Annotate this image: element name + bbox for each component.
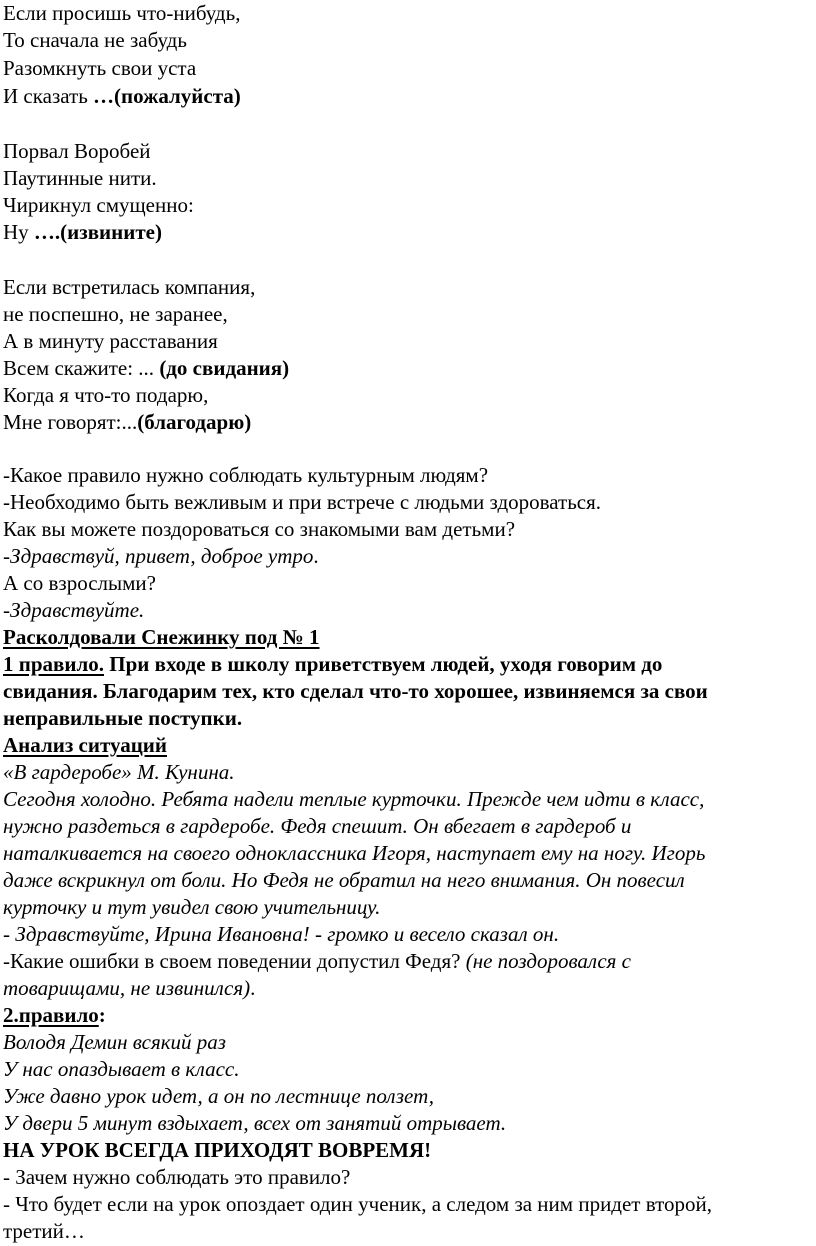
poem2-line2: Паутинные нити.: [3, 166, 157, 190]
poem1-line4: [3, 83, 241, 109]
poem3-answer2: (благодарю): [137, 410, 252, 434]
poem1-line1: Если просишь что-нибудь,: [3, 1, 241, 25]
rule2-question2-cont: третий…: [3, 1219, 85, 1243]
rule2-heading: [3, 1002, 106, 1028]
poem3-answer1: (до свидания): [159, 356, 290, 380]
poem3-line6-text: Мне говорят:...: [3, 410, 138, 434]
verse-line3: Уже давно урок идет, а он по лестнице ползет,: [3, 1084, 435, 1108]
poem2-line1: Порвал Воробей: [3, 139, 151, 163]
analysis-answer-part1: (не поздоровался с: [465, 949, 631, 973]
poem3-line5: Когда я что-то подарю,: [3, 383, 209, 407]
story-line5: курточку и тут увидел свою учительницу.: [3, 895, 381, 919]
poem2-line4: [3, 219, 162, 245]
analysis-question: [3, 948, 631, 974]
rule1-line1: [3, 651, 662, 677]
dialogue-question1: -Какое правило нужно соблюдать культурным людям?: [3, 463, 489, 487]
analysis-heading: Анализ ситуаций: [3, 733, 168, 757]
poem1-line3: Разомкнуть свои уста: [3, 56, 197, 80]
dialogue-answer3-dash: -: [3, 598, 10, 622]
poem2-answer: ….(извините): [33, 220, 162, 244]
rule1-line2: свидания. Благодарим тех, кто сделал что-то хорошее, извиняемся за свои: [3, 679, 708, 703]
rule2-label: 2.правило: [3, 1003, 99, 1027]
dialogue-answer1: -Необходимо быть вежливым и при встрече с людьми здороваться.: [3, 490, 602, 514]
rule1-line3: неправильные поступки.: [3, 706, 243, 730]
poem3-line1: Если встретилась компания,: [3, 275, 256, 299]
poem3-line2: не поспешно, не заранее,: [3, 302, 228, 326]
story-line1: Сегодня холодно. Ребята надели теплые курточки. Прежде чем идти в класс,: [3, 787, 705, 811]
dialogue-answer3-text: Здравствуйте.: [10, 598, 145, 622]
rule2-colon: :: [98, 1003, 106, 1027]
story-line6: - Здравствуйте, Ирина Ивановна! - громко и весело сказал он.: [3, 922, 560, 946]
dialogue-question3: А со взрослыми?: [3, 571, 156, 595]
verse-line2: У нас опаздывает в класс.: [3, 1057, 240, 1081]
dialogue-answer3: [3, 597, 144, 623]
dialogue-answer2-end: .: [313, 544, 319, 568]
story-line2: нужно раздеться в гардеробе. Федя спешит. Он вбегает в гардероб и: [3, 814, 632, 838]
story-line4: даже вскрикнул от боли. Но Федя не обратил на него внимания. Он повесил: [3, 868, 685, 892]
poem2-line3: Чирикнул смущенно:: [3, 193, 194, 217]
dialogue-answer2-text: Здравствуй, привет, доброе утро: [10, 544, 314, 568]
poem1-line2: То сначала не забудь: [3, 28, 187, 52]
analysis-question-text: -Какие ошибки в своем поведении допустил Федя?: [3, 949, 466, 973]
poem1-line4-text: И сказать: [3, 84, 94, 108]
analysis-question-cont: [3, 975, 255, 1001]
dialogue-answer2-dash: -: [3, 544, 10, 568]
verse-line1: Володя Демин всякий раз: [3, 1030, 226, 1054]
rule2-question1: - Зачем нужно соблюдать это правило?: [3, 1165, 351, 1189]
story-line3: наталкивается на своего одноклассника Игоря, наступает ему на ногу. Игорь: [3, 841, 706, 865]
poem3-line3: А в минуту расставания: [3, 329, 218, 353]
analysis-answer-part2: товарищами, не извинился): [3, 976, 251, 1000]
rule1-text1: При входе в школу приветствуем людей, уходя говорим до: [104, 652, 663, 676]
poem1-answer: …(пожалуйста): [93, 84, 241, 108]
poem2-line4-text: Ну: [3, 220, 34, 244]
poem3-line4-text: Всем скажите: ...: [3, 356, 160, 380]
rule2-question2: - Что будет если на урок опоздает один ученик, а следом за ним придет второй,: [3, 1192, 713, 1216]
analysis-source: «В гардеробе» М. Кунина.: [3, 760, 235, 784]
rule2-motto: НА УРОК ВСЕГДА ПРИХОДЯТ ВОВРЕМЯ!: [3, 1138, 432, 1162]
dialogue-answer2: [3, 543, 319, 569]
verse-line4: У двери 5 минут вздыхает, всех от занятий отрывает.: [3, 1111, 507, 1135]
section1-heading: Расколдовали Снежинку под № 1: [3, 625, 320, 649]
poem3-line6: [3, 409, 251, 435]
dialogue-question2: Как вы можете поздороваться со знакомыми вам детьми?: [3, 517, 516, 541]
analysis-answer-end: .: [250, 976, 256, 1000]
rule1-label: 1 правило.: [3, 652, 105, 676]
poem3-line4: [3, 355, 289, 381]
